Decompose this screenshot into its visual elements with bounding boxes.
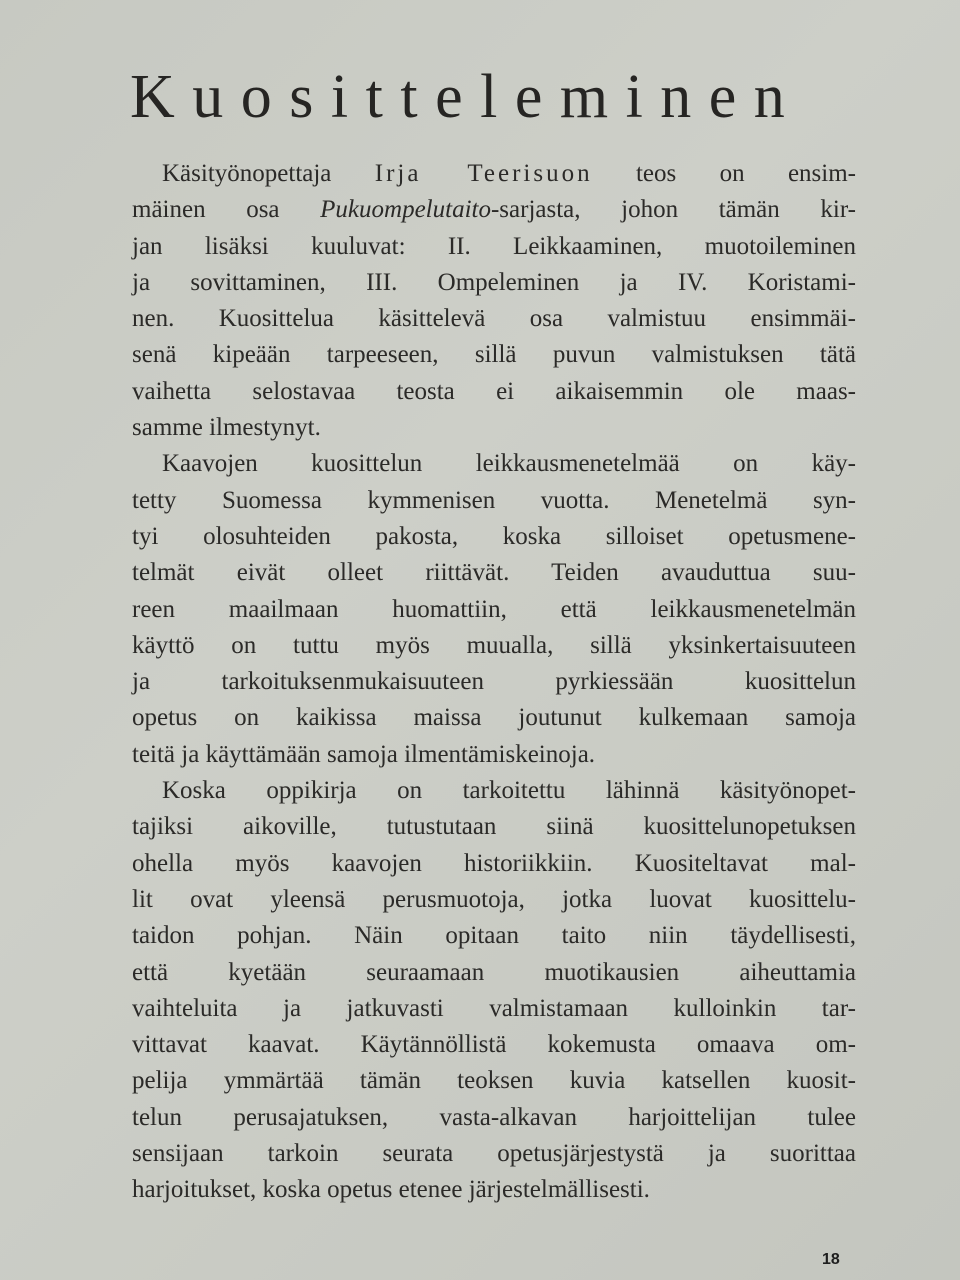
text-line — [132, 991, 856, 1027]
text-segment: vaihetta selostavaa teosta ei aikaisemmin ole maas- — [132, 377, 856, 405]
text-segment: ja sovittaminen, III. Ompeleminen ja IV. Koristami- — [132, 268, 856, 296]
text-line — [132, 882, 856, 918]
text-line — [132, 229, 856, 265]
text-segment: ja tarkoituksenmukaisuuteen pyrkiessään kuosittelun — [132, 668, 856, 696]
text-line — [132, 1063, 856, 1099]
text-line — [132, 809, 856, 845]
text-segment: senä kipeään tarpeeseen, sillä puvun valmistuksen tätä — [132, 341, 856, 369]
text-line — [132, 156, 856, 192]
text-line — [132, 1136, 856, 1172]
text-segment: pelija ymmärtää tämän teoksen kuvia katsellen kuosit- — [132, 1067, 856, 1095]
text-segment: että kyetään seuraamaan muotikausien aiheuttamia — [132, 958, 856, 986]
text-line — [132, 192, 856, 228]
text-line — [132, 592, 856, 628]
text-segment: -sarjasta, johon tämän kir- — [490, 196, 856, 224]
italic-text: Pukuompelutaito — [320, 196, 491, 224]
text-segment: reen maailmaan huomattiin, että leikkausmenetelmän — [132, 595, 856, 623]
paragraph — [132, 156, 856, 446]
text-segment: käyttö on tuttu myös muualla, sillä yksinkertaisuuteen — [132, 631, 856, 659]
text-line — [132, 918, 856, 954]
text-line — [132, 1027, 856, 1063]
paragraph — [132, 773, 856, 1209]
text-line — [132, 410, 856, 446]
text-segment: harjoitukset, koska opetus etenee järjestelmällisesti. — [132, 1176, 650, 1204]
text-segment: teos on ensim- — [592, 160, 856, 187]
text-segment: vittavat kaavat. Käytännöllistä kokemusta omaava om- — [132, 1031, 856, 1059]
text-line — [132, 664, 856, 700]
paragraph — [132, 446, 856, 773]
text-segment: tajiksi aikoville, tutustutaan siinä kuosittelunopetuksen — [132, 813, 856, 841]
text-line — [132, 628, 856, 664]
text-segment: Koska oppikirja on tarkoitettu lähinnä käsityönopet- — [162, 777, 856, 805]
body-text — [132, 156, 856, 1209]
text-line — [132, 555, 856, 591]
text-line — [132, 337, 856, 373]
text-segment: mäinen osa — [132, 196, 321, 224]
text-segment: taidon pohjan. Näin opitaan taito niin täydellisesti, — [132, 922, 856, 950]
text-line — [132, 773, 856, 809]
text-line — [132, 483, 856, 519]
text-segment: telun perusajatuksen, vasta-alkavan harjoittelijan tulee — [132, 1103, 856, 1131]
text-segment: lit ovat yleensä perusmuotoja, jotka luovat kuosittelu- — [132, 885, 856, 913]
text-segment: Kaavojen kuosittelun leikkausmenetelmää on käy- — [162, 450, 856, 478]
text-segment: Käsityönopettaja — [162, 160, 375, 187]
text-line — [132, 737, 856, 773]
text-line — [132, 955, 856, 991]
spaced-text: Irja Teerisuon — [374, 160, 593, 187]
text-segment: tetty Suomessa kymmenisen vuotta. Menetelmä syn- — [132, 486, 856, 514]
text-segment: vaihteluita ja jatkuvasti valmistamaan kulloinkin tar- — [132, 994, 856, 1022]
text-segment: teitä ja käyttämään samoja ilmentämiskeinoja. — [132, 740, 596, 768]
page-number: 18 — [822, 1251, 840, 1268]
text-line — [132, 265, 856, 301]
text-line — [132, 846, 856, 882]
text-line — [132, 1100, 856, 1136]
text-segment: nen. Kuosittelua käsittelevä osa valmistuu ensimmäi- — [132, 305, 856, 333]
text-line — [132, 374, 856, 410]
text-segment: sensijaan tarkoin seurata opetusjärjestystä ja suorittaa — [132, 1140, 856, 1168]
text-segment: ohella myös kaavojen historiikkiin. Kuositeltavat mal- — [132, 849, 856, 877]
text-line — [132, 446, 856, 482]
page-title: Kuositteleminen — [130, 63, 803, 131]
text-segment: telmät eivät olleet riittävät. Teiden avauduttua suu- — [132, 559, 856, 587]
text-segment: opetus on kaikissa maissa joutunut kulkemaan samoja — [132, 704, 856, 732]
text-segment: tyi olosuhteiden pakosta, koska silloiset opetusmene- — [132, 522, 856, 550]
text-segment: jan lisäksi kuuluvat: II. Leikkaaminen, muotoileminen — [132, 232, 856, 260]
text-line — [132, 1172, 856, 1208]
text-segment: samme ilmestynyt. — [132, 414, 321, 442]
text-line — [132, 301, 856, 337]
text-line — [132, 519, 856, 555]
text-line — [132, 700, 856, 736]
